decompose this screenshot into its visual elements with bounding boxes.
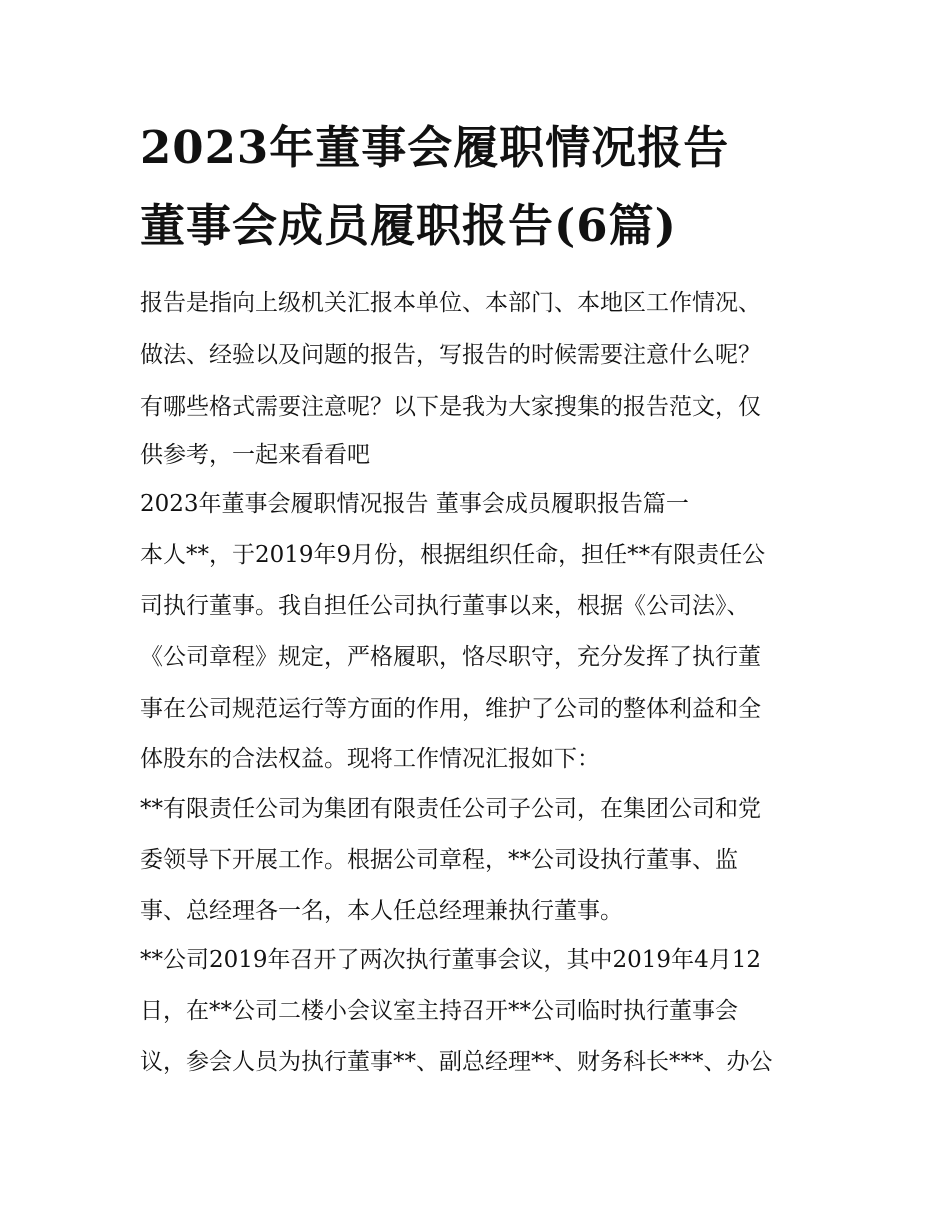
paragraph-line-7: 《公司章程》规定，严格履职，恪尽职守，充分发挥了执行董 [140,644,761,670]
section-heading: 2023年董事会履职情况报告 董事会成员履职报告篇一 [140,491,689,517]
paragraph-line-3: 有哪些格式需要注意呢？以下是我为大家搜集的报告范文，仅 [140,394,761,420]
paragraph-line-14: 日，在**公司二楼小会议室主持召开**公司临时执行董事会 [140,998,738,1024]
paragraph-line-1: 报告是指向上级机关汇报本单位、本部门、本地区工作情况、 [140,290,761,316]
paragraph-line-12: 事、总经理各一名，本人任总经理兼执行董事。 [140,898,623,924]
paragraph-line-11: 委领导下开展工作。根据公司章程，**公司设执行董事、监 [140,847,738,873]
paragraph-line-13: **公司2019年召开了两次执行董事会议，其中2019年4月12 [140,947,761,973]
paragraph-line-4: 供参考，一起来看看吧 [140,442,370,468]
document-title-line-1: 2023年董事会履职情况报告 [140,121,730,174]
paragraph-line-5: 本人**，于2019年9月份，根据组织任命，担任**有限责任公 [140,542,766,568]
paragraph-line-15: 议，参会人员为执行董事**、副总经理**、财务科长***、办公 [140,1049,773,1075]
document-title-line-2: 董事会成员履职报告(6篇) [140,199,677,252]
paragraph-line-10: **有限责任公司为集团有限责任公司子公司，在集团公司和党 [140,796,761,822]
paragraph-line-8: 事在公司规范运行等方面的作用，维护了公司的整体利益和全 [140,696,761,722]
paragraph-line-2: 做法、经验以及问题的报告，写报告的时候需要注意什么呢？ [140,342,761,368]
paragraph-line-9: 体股东的合法权益。现将工作情况汇报如下： [140,746,600,772]
paragraph-line-6: 司执行董事。我自担任公司执行董事以来，根据《公司法》、 [140,593,750,619]
